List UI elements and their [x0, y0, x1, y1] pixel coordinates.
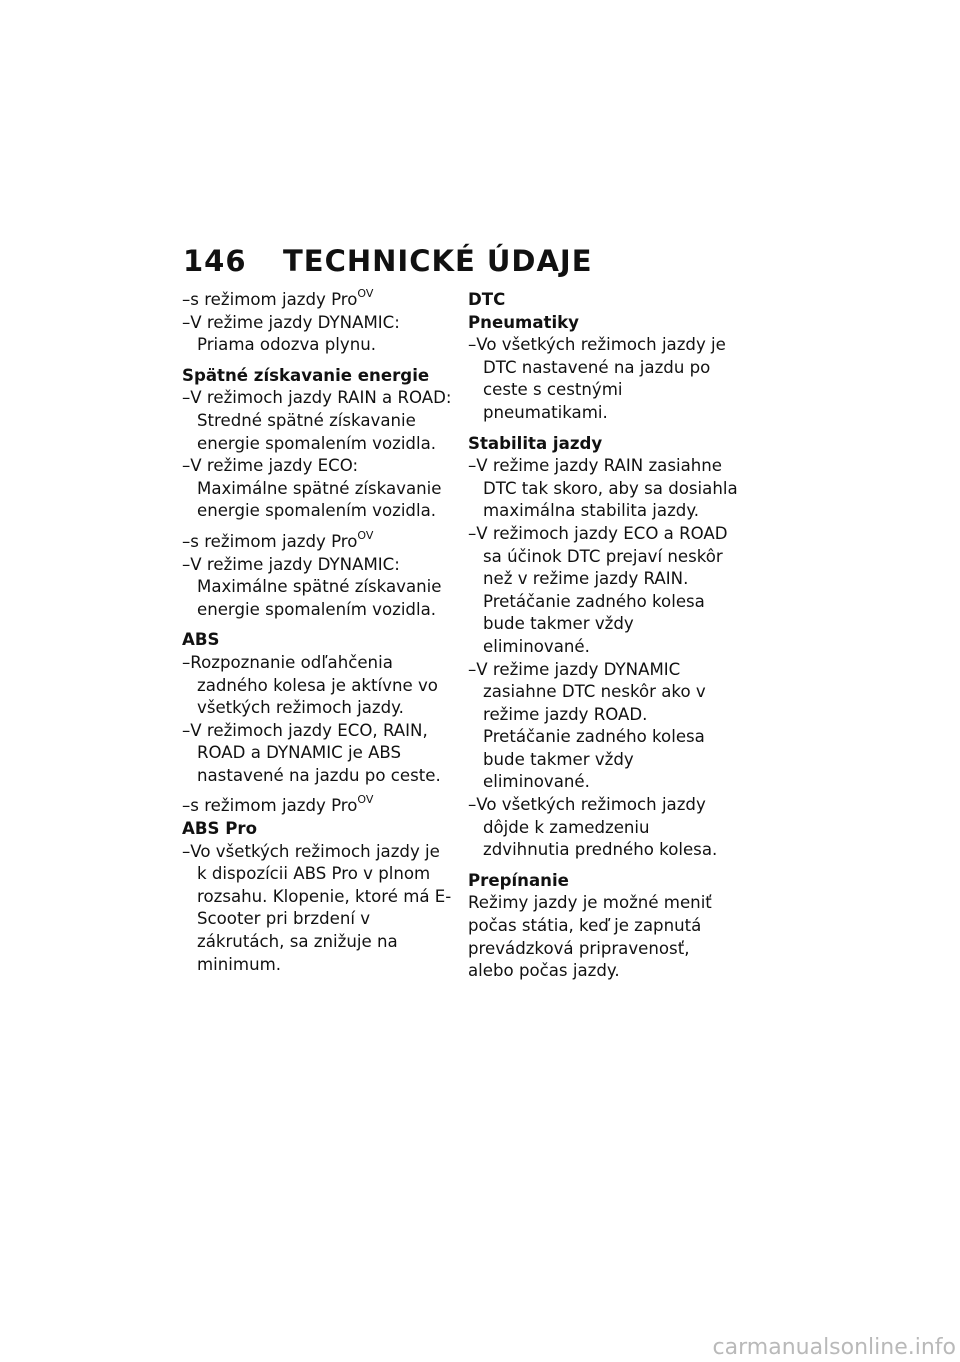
superscript: OV [357, 528, 374, 542]
list-item: –s režimom jazdy Pro$^{OV}$ [182, 528, 374, 551]
watermark: carmanualsonline.info [712, 1335, 956, 1360]
list-item: –V režime jazdy DYNAMIC: Priama odozva plynu. [182, 312, 400, 355]
list-item: –V režime jazdy DYNAMIC zasiahne DTC neskôr ako v režime jazdy ROAD. Pretáčanie zadného kolesa bude takmer vždy eliminované. [468, 659, 706, 792]
list-item: –Vo všetkých režimoch jazdy je DTC nastavené na jazdu po ceste s cestnými pneumatikami. [468, 335, 726, 422]
section-heading: Prepínanie [468, 870, 569, 890]
list-item: –V režimoch jazdy RAIN a ROAD: Stredné spätné získavanie energie spomalením vozidla. [182, 388, 452, 453]
section-heading: Spätné získavanie energie [182, 365, 430, 385]
section-heading: ABS [182, 630, 220, 650]
left-column [182, 289, 452, 976]
list-item: –V režimoch jazdy ECO, RAIN, ROAD a DYNAMIC je ABS nastavené na jazdu po ceste. [182, 720, 441, 785]
list-item: –V režime jazdy DYNAMIC: Maximálne spätné získavanie energie spomalením vozidla. [182, 554, 442, 619]
section-heading: ABS Pro [182, 819, 257, 839]
section-heading: Pneumatiky [468, 312, 580, 332]
list-item: –Vo všetkých režimoch jazdy dôjde k zamedzeniu zdvihnutia predného kolesa. [468, 795, 718, 860]
list-item: –V režime jazdy ECO: Maximálne spätné získavanie energie spomalením vozidla. [182, 456, 442, 521]
list-item: –s režimom jazdy Pro$^{OV}$ [182, 793, 374, 816]
list-item: –V režime jazdy RAIN zasiahne DTC tak skoro, aby sa dosiahla maximálna stabilita jazdy. [468, 456, 738, 521]
section-heading: DTC [468, 290, 506, 309]
list-item: –Vo všetkých režimoch jazdy je k dispozícii ABS Pro v plnom rozsahu. Klopenie, ktoré má E-Scooter pri brzdení v zákrutách, sa znižuje na minimum. [182, 841, 452, 974]
page-header [183, 244, 593, 278]
section-heading: Stabilita jazdy [468, 433, 603, 453]
paragraph: Režimy jazdy je možné meniť počas státia, keď je zapnutá prevádzková pripravenosť, alebo počas jazdy. [468, 893, 712, 981]
superscript: OV [357, 793, 374, 807]
list-item: –s režimom jazdy Pro$^{OV}$ [182, 287, 374, 309]
right-column [468, 289, 738, 983]
page-title: TECHNICKÉ ÚDAJE [283, 244, 593, 278]
list-item: –V režimoch jazdy ECO a ROAD sa účinok DTC prejaví neskôr než v režime jazdy RAIN. Pretáčanie zadného kolesa bude takmer vždy eliminované. [468, 523, 728, 656]
superscript: OV [357, 287, 374, 300]
page-number: 146 [183, 244, 247, 278]
list-item: –Rozpoznanie odľahčenia zadného kolesa je aktívne vo všetkých režimoch jazdy. [182, 652, 438, 718]
